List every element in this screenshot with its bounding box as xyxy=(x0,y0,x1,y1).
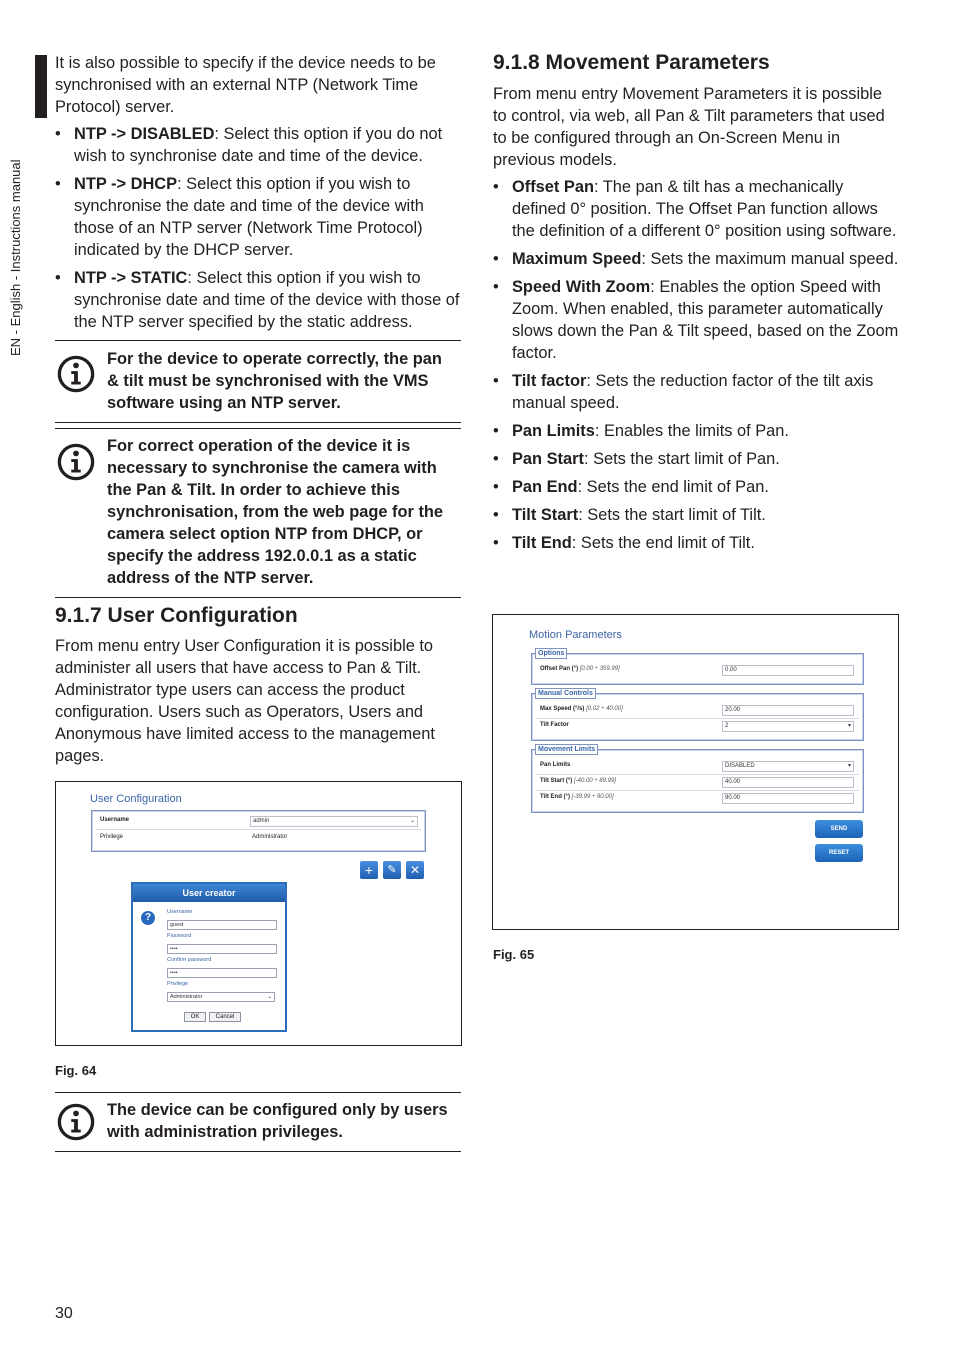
dialog-privilege-select[interactable]: Administrator ⌄ xyxy=(167,992,275,1002)
list-item: • Maximum Speed: Sets the maximum manual speed. xyxy=(493,248,901,270)
list-item: • NTP -> DHCP: Select this option if you wish to synchronise the date and time of the device with those of an NTP server (Network Time Protocol) indicated by the DHCP server. xyxy=(55,173,463,261)
add-user-button[interactable]: + xyxy=(360,861,378,879)
section-title-user-configuration: 9.1.7 User Configuration xyxy=(55,604,298,627)
max-speed-row xyxy=(536,702,859,719)
list-item: • Tilt End: Sets the end limit of Tilt. xyxy=(493,532,901,554)
username-label: Username xyxy=(100,817,130,823)
note-text: For correct operation of the device it is necessary to synchronise the camera with the Pan & Tilt. In order to achieve this synchronisation, from the web page for the camera select option NTP from DHCP, or specify the address 192.0.0.1 as a static address of the NTP server. xyxy=(107,437,444,587)
page-number: 30 xyxy=(55,1305,73,1322)
ok-button[interactable]: OK xyxy=(184,1012,206,1022)
pan-limits-label: Pan Limits xyxy=(540,762,571,768)
dialog-username-label: Username xyxy=(167,909,193,915)
tilt-end-row xyxy=(536,790,859,806)
figure-user-configuration xyxy=(55,781,462,1046)
list-item: • Tilt Start: Sets the start limit of Tilt. xyxy=(493,504,901,526)
info-icon xyxy=(57,355,95,393)
info-note-admin xyxy=(55,1092,461,1152)
dialog-confirm-label: Confirm password xyxy=(167,957,212,963)
sidebar-manual-label: EN - English - Instructions manual xyxy=(8,159,23,356)
movement-parameters-list xyxy=(493,176,901,560)
user-creator-dialog xyxy=(131,882,287,1032)
list-item: • Speed With Zoom: Enables the option Speed with Zoom. When enabled, this parameter automatically slows down the Pan & Tilt speed, based on the Zoom factor. xyxy=(493,276,901,364)
options-panel xyxy=(531,650,864,685)
chevron-down-icon: ⌄ xyxy=(409,818,415,824)
movement-paragraph: From menu entry Movement Parameters it is possible to control, via web, all Pan & Tilt parameters that used to be configured through an On-Screen Menu in previous models. xyxy=(493,85,885,169)
privilege-label: Privilege xyxy=(100,834,124,840)
offset-pan-row xyxy=(536,662,859,678)
list-item: • Tilt factor: Sets the reduction factor of the tilt axis manual speed. xyxy=(493,370,901,414)
chevron-down-icon: ⌄ xyxy=(267,994,272,1000)
dialog-confirm-field[interactable]: •••• xyxy=(167,968,277,978)
list-item: • Offset Pan: The pan & tilt has a mechanically defined 0° position. The Offset Pan function allows the definition of a different 0° position using software. xyxy=(493,176,901,242)
privilege-row xyxy=(96,830,421,846)
movement-limits-panel xyxy=(531,746,864,813)
movement-limits-legend: Movement Limits xyxy=(535,744,598,755)
offset-pan-input[interactable]: 0.00 xyxy=(722,665,854,676)
info-icon xyxy=(57,1103,95,1141)
chevron-down-icon: ▾ xyxy=(847,723,851,729)
dialog-privilege-label: Privilege xyxy=(167,981,189,987)
note-text: For the device to operate correctly, the pan & tilt must be synchronised with the VMS software using an NTP server. xyxy=(107,350,442,412)
figure-caption-64: Fig. 64 xyxy=(55,1063,97,1078)
username-row xyxy=(96,813,421,830)
info-note-camera-sync xyxy=(55,428,461,598)
mini-page-title: User Configuration xyxy=(90,793,182,805)
tilt-factor-select[interactable]: 2 ▾ xyxy=(722,721,854,732)
max-speed-label: Max Speed (°/s) [0.02 ÷ 40.00] xyxy=(540,706,623,712)
question-icon: ? xyxy=(141,911,155,925)
max-speed-input[interactable]: 20.00 xyxy=(722,705,854,716)
user-panel xyxy=(91,810,426,852)
options-legend: Options xyxy=(535,648,567,659)
cancel-button[interactable]: Cancel xyxy=(209,1012,241,1022)
chevron-down-icon: ▾ xyxy=(847,763,851,769)
privilege-value: Administrator xyxy=(252,834,288,840)
manual-controls-legend: Manual Controls xyxy=(535,688,596,699)
figure-motion-parameters xyxy=(492,614,899,930)
user-config-paragraph: From menu entry User Configuration it is possible to administer all users that have access to Pan & Tilt. Administrator type users can access the product configuration. Users such as Operators, Users and Anonymous have limited access to the management pages. xyxy=(55,637,435,765)
tilt-start-input[interactable]: 40.00 xyxy=(722,777,854,788)
list-item: • NTP -> DISABLED: Select this option if you do not wish to synchronise date and time of the device. xyxy=(55,123,463,167)
tilt-factor-label: Tilt Factor xyxy=(540,722,569,728)
delete-user-button[interactable]: ✕ xyxy=(406,861,424,879)
figure-caption-65: Fig. 65 xyxy=(493,947,535,962)
reset-button[interactable]: RESET xyxy=(815,844,863,862)
list-item: • Pan End: Sets the end limit of Pan. xyxy=(493,476,901,498)
tilt-start-label: Tilt Start (°) [-40.00 ÷ 89.99] xyxy=(540,778,616,784)
dialog-password-label: Password xyxy=(167,933,192,939)
manual-controls-panel xyxy=(531,690,864,741)
tilt-factor-row xyxy=(536,718,859,734)
mini-page-title: Motion Parameters xyxy=(529,629,622,641)
list-item: • NTP -> STATIC: Select this option if you wish to synchronise date and time of the device with those of the NTP server specified by the static address. xyxy=(55,267,463,333)
edit-user-button[interactable]: ✎ xyxy=(383,861,401,879)
tilt-end-input[interactable]: 90.00 xyxy=(722,793,854,804)
ntp-options-list xyxy=(55,123,463,339)
list-item: • Pan Start: Sets the start limit of Pan. xyxy=(493,448,901,470)
username-select[interactable]: admin ⌄ xyxy=(250,816,418,827)
dialog-title: User creator xyxy=(133,884,285,902)
dialog-password-field[interactable]: •••• xyxy=(167,944,277,954)
dialog-username-field[interactable]: guest xyxy=(167,920,277,930)
info-icon xyxy=(57,443,95,481)
list-item: • Pan Limits: Enables the limits of Pan. xyxy=(493,420,901,442)
chapter-marker-bar xyxy=(35,55,47,118)
pan-limits-select[interactable]: DISABLED ▾ xyxy=(722,761,854,772)
note-text: The device can be configured only by users with administration privileges. xyxy=(107,1101,448,1141)
offset-pan-label: Offset Pan (°) [0.00 ÷ 359.99] xyxy=(540,666,620,672)
section-title-movement-parameters: 9.1.8 Movement Parameters xyxy=(493,51,770,74)
pan-limits-row xyxy=(536,758,859,775)
tilt-end-label: Tilt End (°) [-39.99 ÷ 90.00] xyxy=(540,794,614,800)
info-note-ntp-sync xyxy=(55,340,461,423)
intro-paragraph: It is also possible to specify if the device needs to be synchronised with an external NTP (Network Time Protocol) server. xyxy=(55,54,436,116)
tilt-start-row xyxy=(536,774,859,791)
send-button[interactable]: SEND xyxy=(815,820,863,838)
